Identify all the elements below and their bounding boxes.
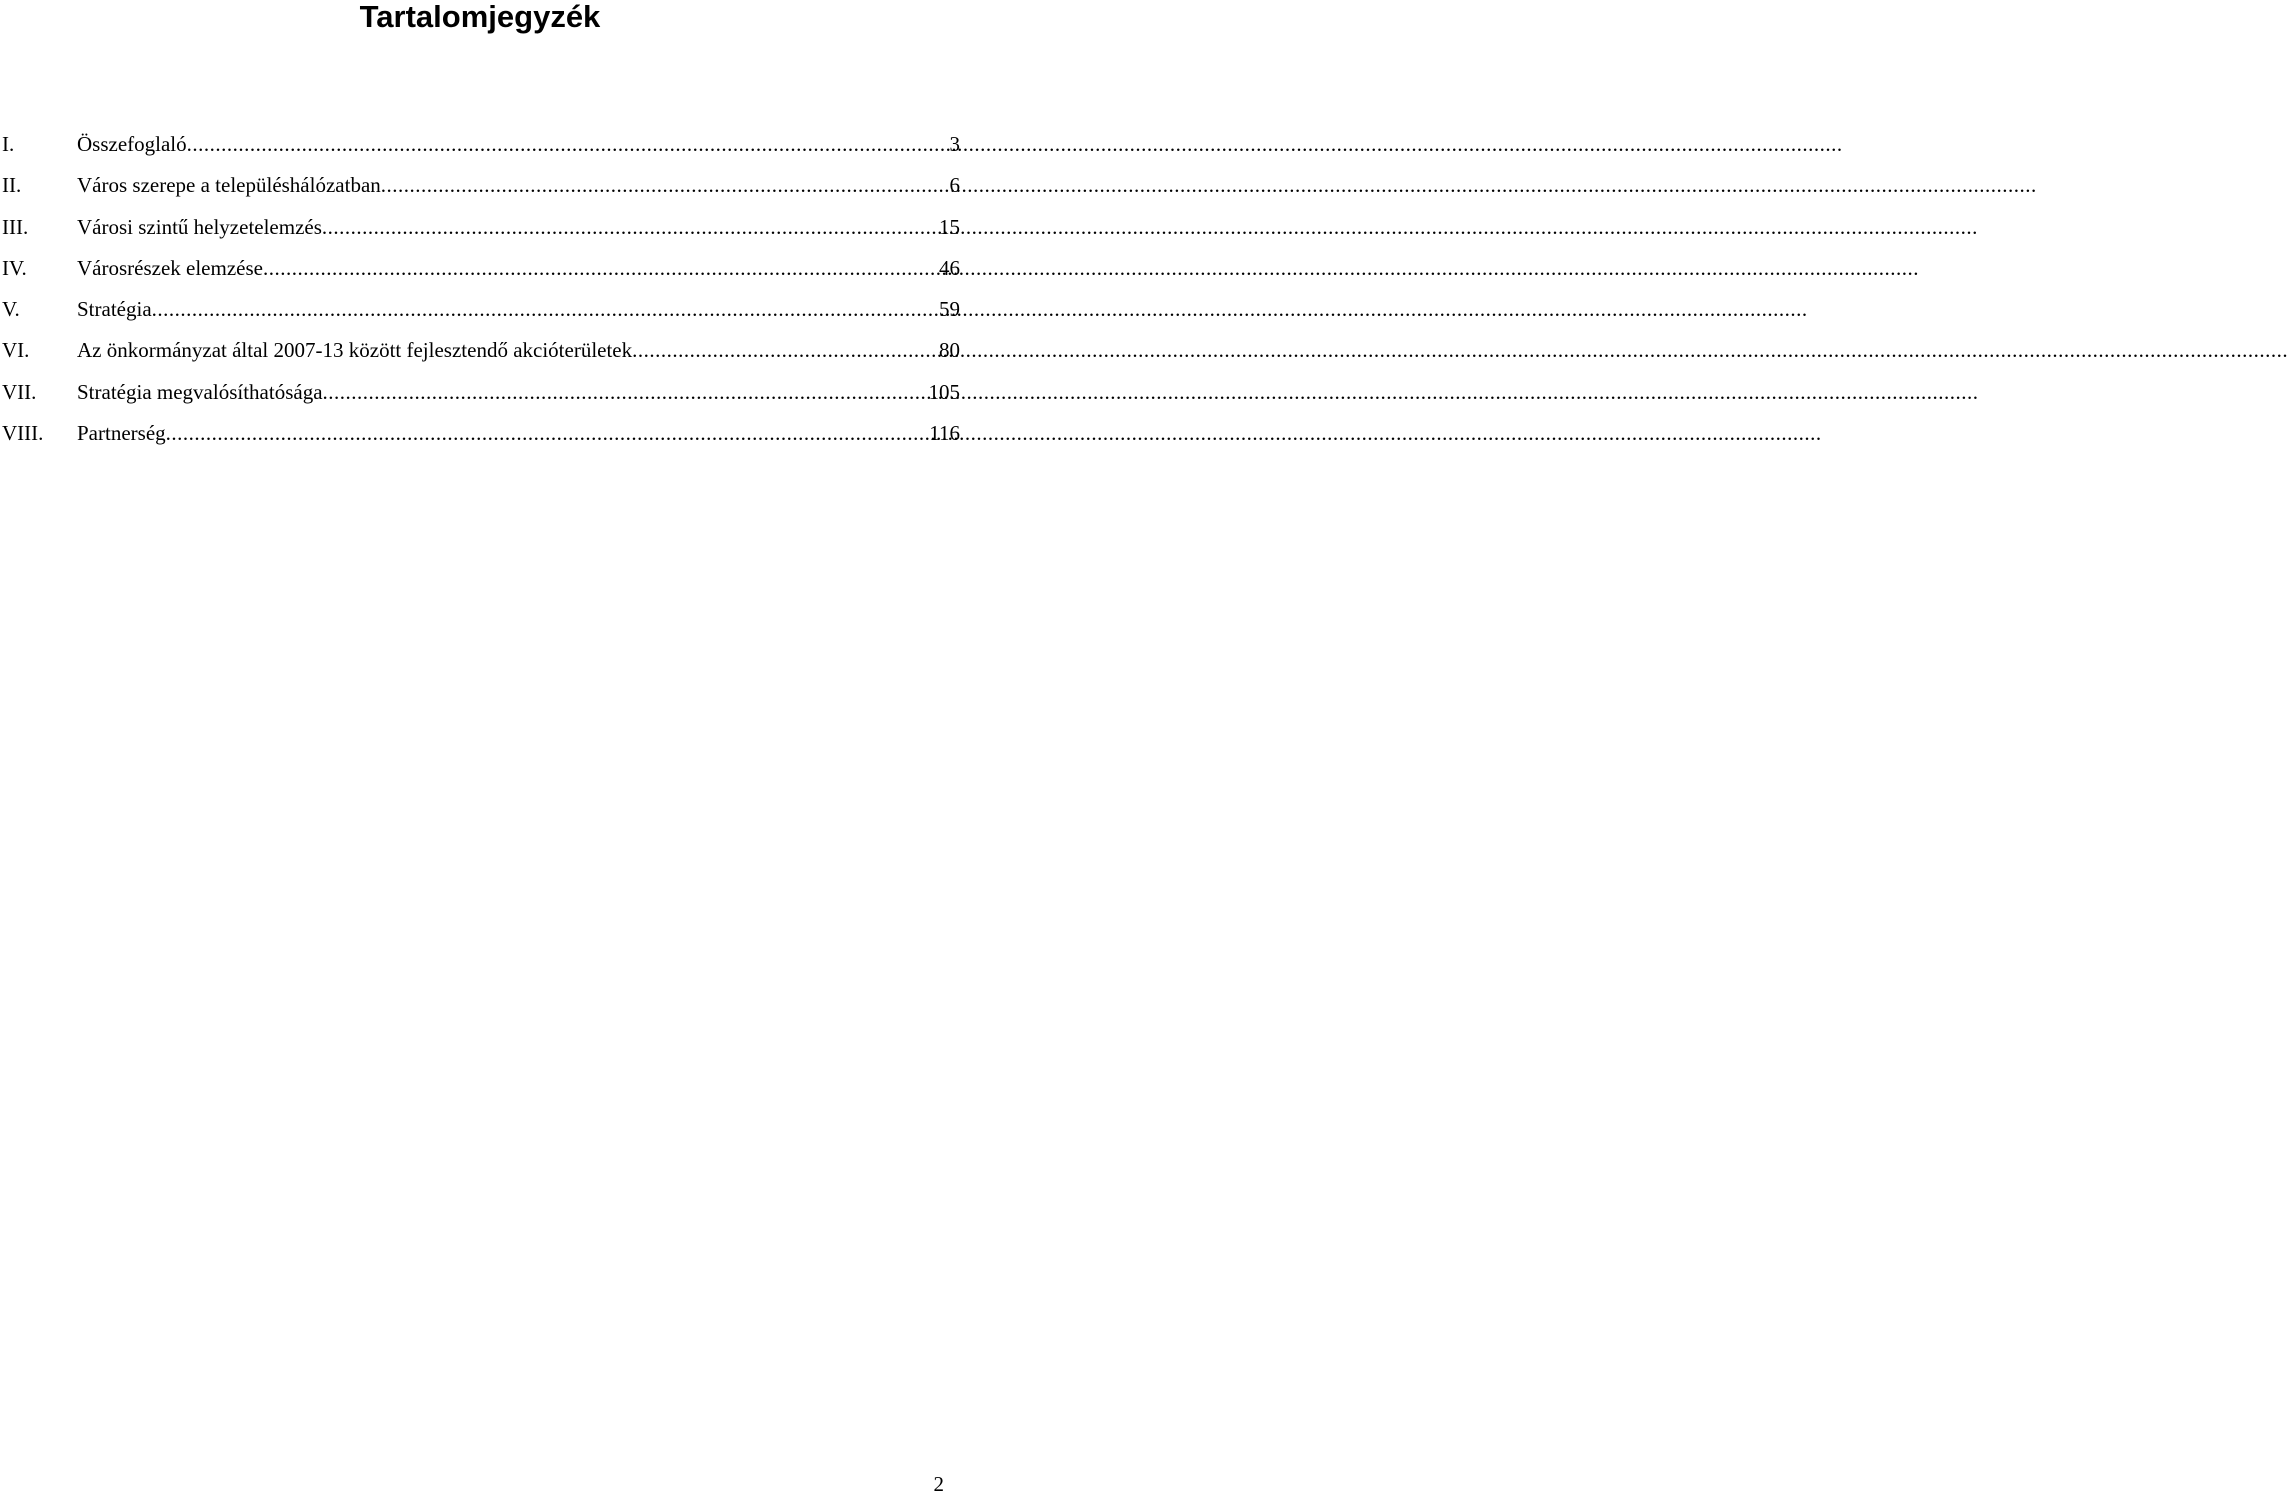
toc-entry-number: VII.	[2, 379, 37, 404]
toc-entry-title: Városrészek elemzése	[77, 255, 263, 280]
toc-entry-page: 3	[949, 132, 960, 156]
toc-entry-title: Az önkormányzat által 2007-13 között fejlesztendő akcióterületek	[77, 338, 633, 363]
toc-entry-number: II.	[2, 173, 22, 198]
toc-entry-8[interactable]	[2, 417, 960, 458]
toc-dot-leader	[322, 211, 939, 243]
toc-entry-number: III.	[2, 214, 29, 239]
table-of-contents	[2, 128, 960, 458]
toc-entry-number: VI.	[2, 338, 30, 363]
toc-entry-title: Város szerepe a településhálózatban	[77, 173, 381, 198]
toc-dot-leader	[381, 169, 950, 201]
toc-entry-title: Stratégia	[77, 297, 152, 322]
toc-entry-7[interactable]	[2, 376, 960, 417]
toc-entry-page: 15	[939, 214, 960, 239]
toc-entry-page: 80	[939, 338, 960, 363]
page-title: Tartalomjegyzék	[359, 0, 601, 34]
toc-entry-number: IV.	[2, 255, 27, 280]
toc-entry-4[interactable]	[2, 252, 960, 293]
toc-entry-page: 59	[939, 297, 960, 322]
toc-entry-page: 46	[939, 255, 960, 280]
toc-entry-page: 6	[949, 173, 960, 198]
toc-entry-number: VIII.	[2, 421, 44, 446]
toc-dot-leader	[323, 376, 929, 408]
toc-entry-title: Stratégia megvalósíthatósága	[77, 379, 323, 404]
toc-entry-title: Összefoglaló	[77, 132, 187, 156]
toc-entry-number: V.	[2, 297, 20, 322]
toc-entry-3[interactable]	[2, 211, 960, 252]
toc-dot-leader	[632, 334, 939, 366]
toc-entry-title: Városi szintű helyzetelemzés	[77, 214, 322, 239]
toc-entry-number: I.	[2, 132, 15, 156]
toc-dot-leader	[166, 417, 930, 449]
toc-entry-2[interactable]	[2, 169, 960, 210]
toc-entry-page: 105	[928, 379, 960, 404]
toc-entry-5[interactable]	[2, 293, 960, 334]
toc-entry-6[interactable]	[2, 334, 960, 375]
toc-entry-1[interactable]	[2, 128, 960, 169]
page-number: 2	[933, 1472, 944, 1496]
toc-entry-page: 116	[929, 421, 960, 446]
toc-dot-leader	[263, 252, 939, 284]
toc-dot-leader	[187, 128, 950, 160]
toc-entry-title: Partnerség	[77, 421, 166, 446]
toc-dot-leader	[152, 293, 939, 325]
